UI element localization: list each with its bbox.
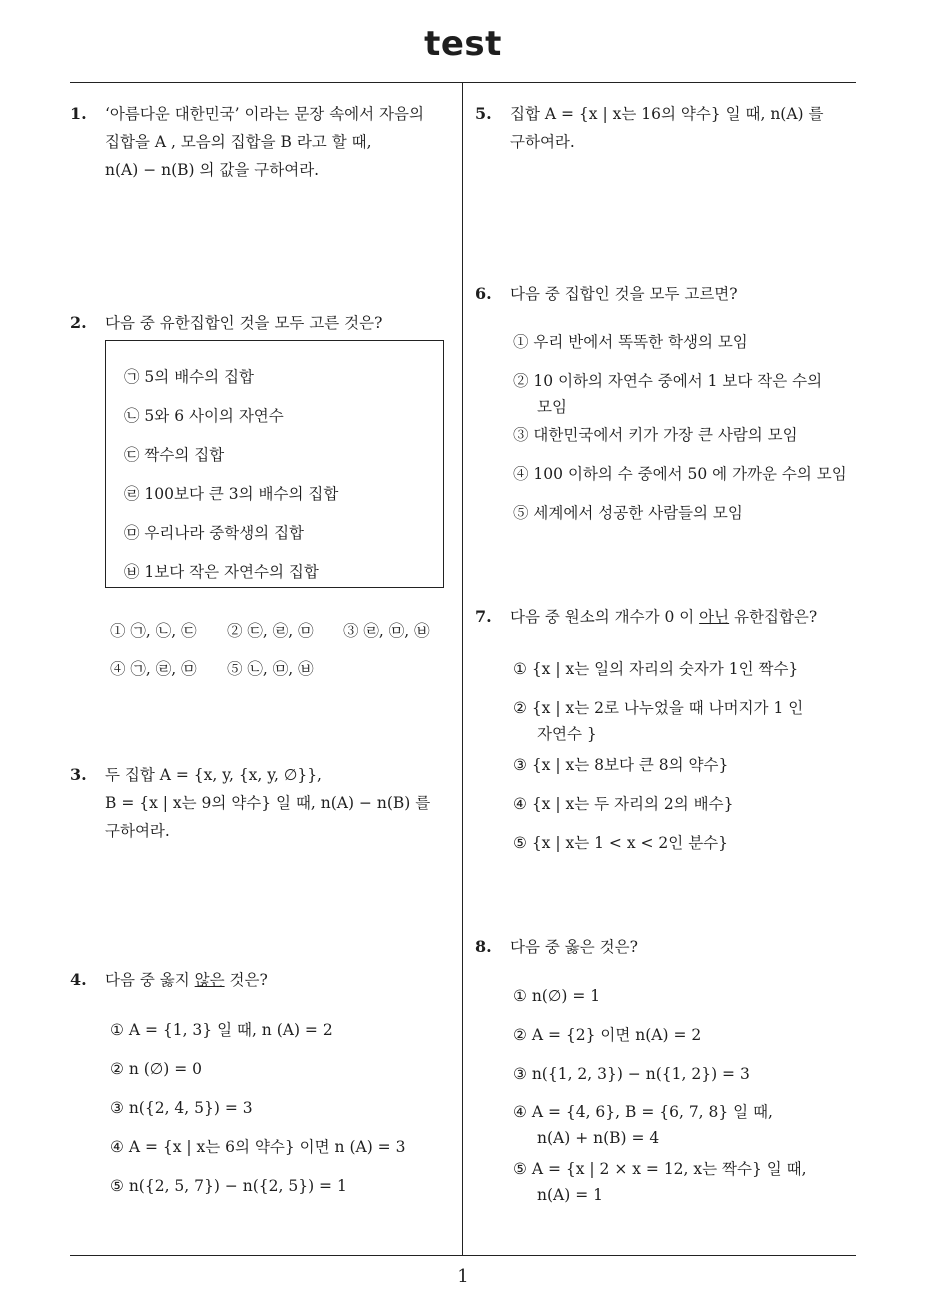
question-7-text-underlined: 아닌 <box>699 608 730 626</box>
question-2-option[interactable]: ③ ㉣, ㉤, ㉥ <box>343 622 430 640</box>
question-3-text <box>105 761 430 845</box>
question-7-text-pre: 다음 중 원소의 개수가 0 이 <box>510 608 700 626</box>
question-1-line: 집합을 A , 모음의 집합을 B 라고 할 때, <box>105 133 372 151</box>
question-8-option-continued: n(A) = 1 <box>537 1186 603 1204</box>
question-2-option[interactable]: ④ ㉠, ㉣, ㉤ <box>110 660 197 678</box>
question-6-option[interactable]: ③ 대한민국에서 키가 가장 큰 사람의 모임 <box>513 426 798 444</box>
question-1-line: n(A) − n(B) 의 값을 구하여라. <box>105 161 320 179</box>
question-3-line: B = {x | x는 9의 약수} 일 때, n(A) − n(B) 를 <box>105 794 431 812</box>
question-3-number: 3. <box>70 765 87 784</box>
question-6-option[interactable]: ④ 100 이하의 수 중에서 50 에 가까운 수의 모임 <box>513 465 847 483</box>
question-7-option[interactable]: ① {x | x는 일의 자리의 숫자가 1인 짝수} <box>513 660 799 678</box>
question-8-number: 8. <box>475 937 492 956</box>
condition-item: ㉠ 5의 배수의 집합 <box>124 368 254 386</box>
question-4-option[interactable]: ④ A = {x | x는 6의 약수} 이면 n (A) = 3 <box>110 1138 406 1156</box>
question-1-number: 1. <box>70 104 87 123</box>
condition-item: ㉣ 100보다 큰 3의 배수의 집합 <box>124 485 339 503</box>
question-7-option[interactable]: ⑤ {x | x는 1 < x < 2인 분수} <box>513 834 728 852</box>
question-8-option[interactable]: ⑤ A = {x | 2 × x = 12, x는 짝수} 일 때, <box>513 1160 807 1178</box>
question-7-number: 7. <box>475 607 492 626</box>
question-5-number: 5. <box>475 104 492 123</box>
page-title: test <box>424 24 502 64</box>
question-3-line: 구하여라. <box>105 822 170 840</box>
question-8-option[interactable]: ③ n({1, 2, 3}) − n({1, 2}) = 3 <box>513 1065 750 1083</box>
question-2-option[interactable]: ② ㉢, ㉣, ㉤ <box>227 622 314 640</box>
question-6-number: 6. <box>475 284 492 303</box>
question-4-option[interactable]: ② n (∅) = 0 <box>110 1060 203 1078</box>
condition-item: ㉢ 짝수의 집합 <box>124 446 225 464</box>
question-4-option[interactable]: ① A = {1, 3} 일 때, n (A) = 2 <box>110 1021 333 1039</box>
question-2-text: 다음 중 유한집합인 것을 모두 고른 것은? <box>105 314 383 332</box>
question-4-number: 4. <box>70 970 87 989</box>
question-2-option[interactable]: ① ㉠, ㉡, ㉢ <box>110 622 197 640</box>
question-7-option[interactable]: ② {x | x는 2로 나누었을 때 나머지가 1 인 <box>513 699 804 717</box>
question-4-text <box>105 966 268 994</box>
question-6-text: 다음 중 집합인 것을 모두 고르면? <box>510 285 738 303</box>
question-7-option[interactable]: ④ {x | x는 두 자리의 2의 배수} <box>513 795 734 813</box>
question-7-text-post: 유한집합은? <box>729 608 818 626</box>
footer-rule <box>70 1255 856 1256</box>
question-5-line: 집합 A = {x | x는 16의 약수} 일 때, n(A) 를 <box>510 105 824 123</box>
question-8-option[interactable]: ④ A = {4, 6}, B = {6, 7, 8} 일 때, <box>513 1103 773 1121</box>
question-2-condition-box <box>105 340 444 588</box>
question-2-number: 2. <box>70 313 87 332</box>
question-8-option[interactable]: ① n(∅) = 1 <box>513 987 601 1005</box>
question-7-option[interactable]: ③ {x | x는 8보다 큰 8의 약수} <box>513 756 729 774</box>
question-4-text-pre: 다음 중 옳지 <box>105 971 195 989</box>
question-5-text <box>510 100 824 156</box>
header-rule <box>70 82 856 83</box>
question-1-text <box>105 100 424 184</box>
question-8-option-continued: n(A) + n(B) = 4 <box>537 1129 660 1147</box>
question-4-text-underlined: 않은 <box>194 971 225 989</box>
question-6-option-continued: 모임 <box>537 398 567 416</box>
condition-item: ㉡ 5와 6 사이의 자연수 <box>124 407 284 425</box>
page-number: 1 <box>457 1266 469 1287</box>
condition-item: ㉤ 우리나라 중학생의 집합 <box>124 524 305 542</box>
question-7-option-continued: 자연수 } <box>537 725 597 743</box>
question-5-line: 구하여라. <box>510 133 575 151</box>
question-3-line: 두 집합 A = {x, y, {x, y, ∅}}, <box>105 766 322 784</box>
question-1-line: ‘아름다운 대한민국’ 이라는 문장 속에서 자음의 <box>105 105 424 123</box>
question-2-option[interactable]: ⑤ ㉡, ㉤, ㉥ <box>227 660 314 678</box>
question-4-text-post: 것은? <box>224 971 268 989</box>
question-8-text: 다음 중 옳은 것은? <box>510 938 638 956</box>
question-6-option[interactable]: ⑤ 세계에서 성공한 사람들의 모임 <box>513 504 743 522</box>
question-6-option[interactable]: ① 우리 반에서 똑똑한 학생의 모임 <box>513 333 748 351</box>
condition-item: ㉥ 1보다 작은 자연수의 집합 <box>124 563 319 581</box>
question-7-text <box>510 603 817 631</box>
question-6-option[interactable]: ② 10 이하의 자연수 중에서 1 보다 작은 수의 <box>513 372 823 390</box>
question-4-option[interactable]: ⑤ n({2, 5, 7}) − n({2, 5}) = 1 <box>110 1177 347 1195</box>
column-divider <box>462 83 463 1256</box>
question-4-option[interactable]: ③ n({2, 4, 5}) = 3 <box>110 1099 253 1117</box>
question-8-option[interactable]: ② A = {2} 이면 n(A) = 2 <box>513 1026 702 1044</box>
